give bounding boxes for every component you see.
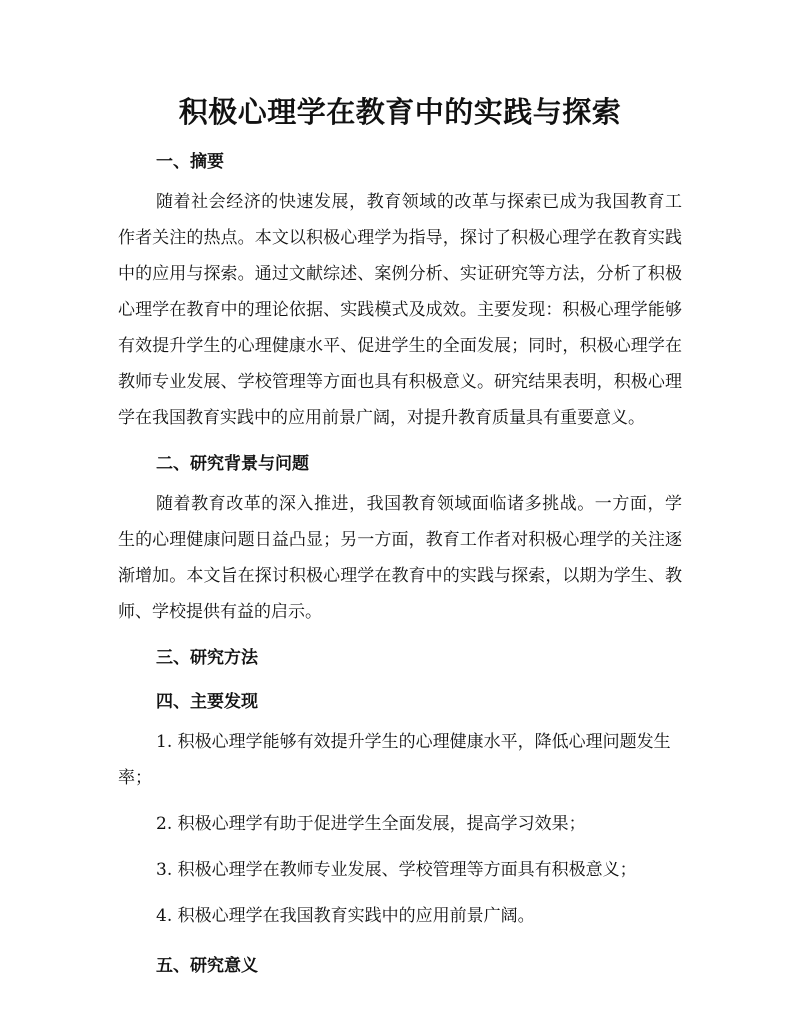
section-heading-background: 二、研究背景与问题 <box>156 454 309 474</box>
background-paragraph: 随着教育改革的深入推进，我国教育领域面临诸多挑战。一方面，学生的心理健康问题日益凸显；另一方面，教育工作者对积极心理学的关注逐渐增加。本文旨在探讨积极心理学在教育中的实践与探索，以期为学生、教师、学校提供有益的启示。 <box>118 494 682 622</box>
section-heading-findings: 四、主要发现 <box>156 692 258 712</box>
document-body <box>118 140 682 988</box>
finding-item-4: 4. 积极心理学在我国教育实践中的应用前景广阔。 <box>156 906 535 926</box>
document-title: 积极心理学在教育中的实践与探索 <box>178 95 622 129</box>
section-heading-significance: 五、研究意义 <box>156 956 258 976</box>
abstract-paragraph: 随着社会经济的快速发展，教育领域的改革与探索已成为我国教育工作者关注的热点。本文以积极心理学为指导，探讨了积极心理学在教育实践中的应用与探索。通过文献综述、案例分析、实证研究等方法，分析了积极心理学在教育中的理论依据、实践模式及成效。主要发现：积极心理学能够有效提升学生的心理健康水平、促进学生的全面发展；同时，积极心理学在教师专业发展、学校管理等方面也具有积极意义。研究结果表明，积极心理学在我国教育实践中的应用前景广阔，对提升教育质量具有重要意义。 <box>118 192 682 428</box>
section-heading-abstract: 一、摘要 <box>156 152 224 172</box>
finding-item-3: 3. 积极心理学在教师专业发展、学校管理等方面具有积极意义； <box>156 860 637 880</box>
section-heading-methods: 三、研究方法 <box>156 648 258 668</box>
finding-item-2: 2. 积极心理学有助于促进学生全面发展，提高学习效果； <box>156 814 586 834</box>
finding-item-1: 1. 积极心理学能够有效提升学生的心理健康水平，降低心理问题发生率； <box>118 732 671 788</box>
